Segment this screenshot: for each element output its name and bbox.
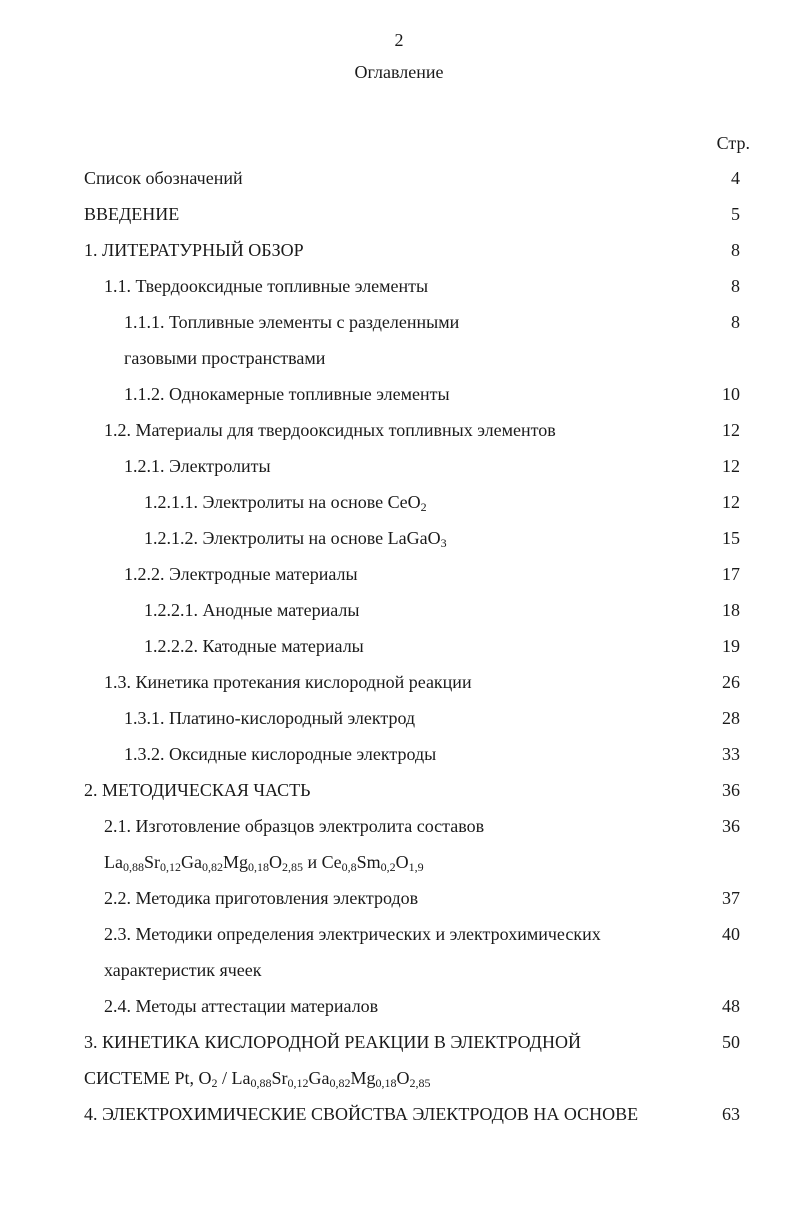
- subscript: 1,9: [408, 860, 424, 874]
- toc-entry-label: 1.3.1. Платино-кислородный электрод: [124, 708, 416, 728]
- toc-entry-label: 1.1. Твердооксидные топливные элементы: [104, 276, 429, 296]
- subscript: 0,82: [202, 860, 223, 874]
- toc-entry-label: ВВЕДЕНИЕ: [84, 204, 180, 224]
- toc-entry-page: 12: [722, 492, 740, 512]
- formula-part: O: [395, 852, 409, 872]
- toc-entry[interactable]: [0, 240, 798, 270]
- toc-entry[interactable]: [0, 564, 798, 594]
- subscript: 0,88: [250, 1076, 272, 1090]
- toc-entry-page: 48: [722, 996, 740, 1016]
- toc-entry-label: газовыми пространствами: [124, 348, 326, 368]
- toc-entry-label: 1.2.2. Электродные материалы: [124, 564, 358, 584]
- toc-entry-label: характеристик ячеек: [104, 960, 262, 980]
- toc-entry-page: 8: [731, 240, 740, 260]
- subscript: 0,12: [287, 1076, 309, 1090]
- toc-entry-label: 3. КИНЕТИКА КИСЛОРОДНОЙ РЕАКЦИИ В ЭЛЕКТРОДНОЙ: [84, 1032, 581, 1052]
- formula-part: СИСТЕМЕ Pt, O: [84, 1068, 212, 1088]
- toc-entry-label: 2.4. Методы аттестации материалов: [104, 996, 379, 1016]
- toc-entry-page: 50: [722, 1032, 740, 1052]
- toc-entry-page: 28: [722, 708, 740, 728]
- toc-entry-page: 15: [722, 528, 740, 548]
- toc-entry-page: 37: [722, 888, 740, 908]
- formula-part: Sr: [143, 852, 160, 872]
- composition-formula: [84, 1068, 431, 1089]
- toc-entry[interactable]: [0, 1032, 798, 1062]
- toc-entry-page: 12: [722, 420, 740, 440]
- subscript: 2,85: [282, 860, 304, 874]
- toc-entry-label: 1.2.1. Электролиты: [124, 456, 271, 476]
- toc-entry-continuation: [0, 852, 798, 882]
- toc-entry-page: 26: [722, 672, 740, 692]
- formula-part: O: [269, 852, 283, 872]
- toc-entry-label: 2.1. Изготовление образцов электролита составов: [104, 816, 485, 836]
- toc-entry[interactable]: [0, 744, 798, 774]
- toc-entry-continuation: [0, 1068, 798, 1098]
- subscript: 0,88: [122, 860, 144, 874]
- toc-entry-text: 1.2.1.2. Электролиты на основе LaGaO: [144, 528, 441, 548]
- toc-entry-page: 36: [722, 780, 740, 800]
- toc-entry-label: 1.1.2. Однокамерные топливные элементы: [124, 384, 450, 404]
- toc-entry[interactable]: [0, 168, 798, 198]
- toc-entry[interactable]: [0, 204, 798, 234]
- toc-entry-page: 19: [722, 636, 740, 656]
- toc-entry-label: [144, 492, 427, 513]
- subscript: 3: [440, 536, 447, 550]
- toc-entry-page: 10: [722, 384, 740, 404]
- subscript: 0,8: [341, 860, 357, 874]
- toc-entry-text: 1.2.1.1. Электролиты на основе CeO: [144, 492, 421, 512]
- toc-entry-page: 8: [731, 276, 740, 296]
- toc-entry[interactable]: [0, 276, 798, 306]
- toc-entry[interactable]: [0, 636, 798, 666]
- toc-entry-label: 1.3. Кинетика протекания кислородной реакции: [104, 672, 472, 692]
- toc-entry[interactable]: [0, 672, 798, 702]
- toc-entry-label: 1.3.2. Оксидные кислородные электроды: [124, 744, 437, 764]
- toc-entry-page: 4: [731, 168, 740, 188]
- subscript: 2: [420, 500, 427, 514]
- toc-entry-page: 36: [722, 816, 740, 836]
- toc-entry[interactable]: [0, 420, 798, 450]
- subscript: 0,82: [329, 1076, 351, 1090]
- formula-part: La: [104, 852, 123, 872]
- toc-entry-page: 17: [722, 564, 740, 584]
- subscript: 0,18: [248, 860, 270, 874]
- page-number: 2: [394, 30, 404, 50]
- toc-entry-label: 1.2.2.2. Катодные материалы: [144, 636, 364, 656]
- formula-part: Sm: [356, 852, 381, 872]
- toc-entry[interactable]: [0, 456, 798, 486]
- toc-entry-label: 2.2. Методика приготовления электродов: [104, 888, 419, 908]
- toc-entry-page: 18: [722, 600, 740, 620]
- toc-entry-label: 2.3. Методики определения электрических и электрохимических: [104, 924, 601, 944]
- toc-entry-label: 1.2. Материалы для твердооксидных топливных элементов: [104, 420, 556, 440]
- toc-entry[interactable]: [0, 312, 798, 342]
- page-title: Оглавление: [354, 62, 444, 82]
- subscript: 2,85: [409, 1076, 431, 1090]
- toc-entry[interactable]: [0, 996, 798, 1026]
- formula-part: / La: [217, 1068, 251, 1088]
- toc-entry[interactable]: [0, 600, 798, 630]
- toc-entry[interactable]: [0, 1104, 798, 1134]
- toc-entry-continuation: [0, 960, 798, 990]
- toc-entry-page: 40: [722, 924, 740, 944]
- toc-entry-label: 1.2.2.1. Анодные материалы: [144, 600, 360, 620]
- toc-entry[interactable]: [0, 888, 798, 918]
- formula-part: Ga: [181, 852, 202, 872]
- toc-entry-page: 12: [722, 456, 740, 476]
- toc-entry-label: 4. ЭЛЕКТРОХИМИЧЕСКИЕ СВОЙСТВА ЭЛЕКТРОДОВ НА ОСНОВЕ: [84, 1104, 639, 1124]
- toc-entry-page: 5: [731, 204, 740, 224]
- subscript: 0,12: [160, 860, 181, 874]
- toc-entry-page: 33: [722, 744, 740, 764]
- toc-entry[interactable]: [0, 924, 798, 954]
- formula-part: O: [396, 1068, 410, 1088]
- toc-entry-label: 1. ЛИТЕРАТУРНЫЙ ОБЗОР: [84, 240, 304, 260]
- formula-part: Mg: [350, 1068, 376, 1088]
- subscript: 2: [211, 1076, 218, 1090]
- formula-part: Ga: [308, 1068, 330, 1088]
- toc-entry-label: 1.1.1. Топливные элементы с разделенными: [124, 312, 460, 332]
- toc-entry-continuation: [0, 348, 798, 378]
- toc-entry[interactable]: [0, 384, 798, 414]
- toc-entry-page: 63: [722, 1104, 740, 1124]
- toc-entry[interactable]: [0, 528, 798, 558]
- formula-part: Mg: [223, 852, 249, 872]
- formula-part: Sr: [271, 1068, 288, 1088]
- toc-entry[interactable]: [0, 780, 798, 810]
- subscript: 0,2: [380, 860, 396, 874]
- formula-part: и Ce: [303, 852, 342, 872]
- subscript: 0,18: [375, 1076, 397, 1090]
- toc-entry-label: [144, 528, 447, 549]
- page-column-label: Стр.: [716, 133, 750, 153]
- toc-entry-label: 2. МЕТОДИЧЕСКАЯ ЧАСТЬ: [84, 780, 311, 800]
- toc-entry[interactable]: [0, 816, 798, 846]
- toc-entry[interactable]: [0, 492, 798, 522]
- toc-entry-page: 8: [731, 312, 740, 332]
- toc-entry-label: Список обозначений: [84, 168, 243, 188]
- composition-formula: [104, 852, 424, 873]
- toc-entry[interactable]: [0, 708, 798, 738]
